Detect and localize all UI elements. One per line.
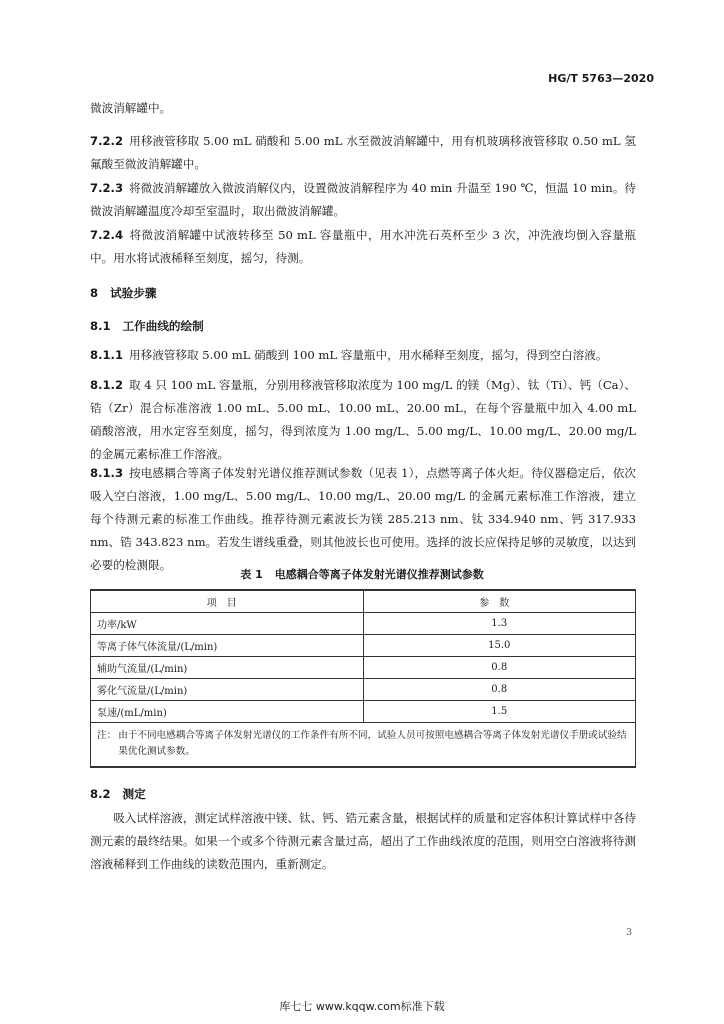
row-item: 雾化气流量/(L/min) — [91, 679, 364, 701]
row-item: 辅助气流量/(L/min) — [91, 657, 364, 679]
section-number: 8.2 — [90, 787, 111, 801]
page-number: 3 — [626, 928, 632, 938]
section-number: 8.1 — [90, 319, 111, 333]
clause-number: 8.1.3 — [90, 466, 124, 480]
header-item: 项目 — [91, 590, 364, 613]
table-note-row — [91, 723, 636, 768]
table-note — [91, 723, 636, 768]
clause-7-2-3 — [90, 177, 636, 223]
section-title: 测定 — [122, 787, 146, 801]
table-row — [91, 613, 636, 635]
note-label: 注： — [97, 730, 117, 741]
row-value: 0.8 — [363, 657, 636, 679]
continuation-text: 微波消解罐中。 — [90, 101, 172, 115]
section-title: 试验步骤 — [110, 286, 157, 300]
row-value: 1.3 — [363, 613, 636, 635]
row-item: 等离子体气体流量/(L/min) — [91, 635, 364, 657]
clause-text: 用移液管移取 5.00 mL 硝酸和 5.00 mL 水至微波消解罐中，用有机玻璃移液管移取 0.50 mL 氢氟酸至微波消解罐中。 — [90, 134, 636, 171]
note-text: 由于不同电感耦合等离子体发射光谱仪的工作条件有所不同，试验人员可按照电感耦合等离子体发射光谱仪手册或试验结果优化测试参数。 — [118, 730, 627, 757]
clause-7-2-2 — [90, 130, 636, 176]
standard-code: HG/T 5763—2020 — [548, 72, 654, 85]
table-row — [91, 679, 636, 701]
section-8-heading — [90, 282, 636, 305]
row-value: 1.5 — [363, 701, 636, 723]
row-item: 泵速/(mL/min) — [91, 701, 364, 723]
header-param: 参数 — [363, 590, 636, 613]
table-title: 电感耦合等离子体发射光谱仪推荐测试参数 — [274, 568, 484, 581]
table-row — [91, 701, 636, 723]
clause-7-2-4 — [90, 224, 636, 270]
row-value: 0.8 — [363, 679, 636, 701]
clause-text: 将微波消解罐放入微波消解仪内，设置微波消解程序为 40 min 升温至 190 ℃，恒温 10 min。待微波消解罐温度冷却至室温时，取出微波消解罐。 — [90, 181, 636, 218]
clause-number: 7.2.2 — [90, 134, 124, 148]
table-row — [91, 635, 636, 657]
footer-watermark: 库七七 www.kqqw.com标准下载 — [279, 1000, 445, 1013]
clause-text: 取 4 只 100 mL 容量瓶，分别用移液管移取浓度为 100 mg/L 的镁（Mg）、钛（Ti）、钙（Ca）、锆（Zr）混合标准溶液 1.00 mL、5.00 mL、10.00 mL、20.00 mL，在每个容量瓶中加入 4.00 mL 硝酸溶液，用水定容至刻度，摇匀，得到浓度为 1.00 mg/L、5.00 mg/L、10.00 mg/L、20.00 mg/L 的金属元素标准工作溶液。 — [90, 378, 636, 461]
clause-8-1-3 — [90, 462, 636, 577]
parameters-table — [90, 589, 636, 768]
clause-8-1-1 — [90, 344, 636, 367]
clause-number: 8.1.2 — [90, 378, 124, 392]
section-8-1-heading — [90, 315, 636, 338]
clause-number: 8.1.1 — [90, 348, 124, 362]
clause-text: 按电感耦合等离子体发射光谱仪推荐测试参数（见表 1），点燃等离子体火炬。待仪器稳定后，依次吸入空白溶液，1.00 mg/L、5.00 mg/L、10.00 mg/L、20.00 mg/L 的金属元素标准工作溶液，建立每个待测元素的标准工作曲线。推荐待测元素波长为镁 285.213 nm、钛 334.940 nm、钙 317.933 nm、锆 343.823 nm。若发生谱线重叠，则其他波长也可使用。选择的波长应保持足够的灵敏度，以达到必要的检测限。 — [90, 466, 636, 572]
table-caption — [0, 566, 724, 582]
table-header-row — [91, 590, 636, 613]
table-row — [91, 657, 636, 679]
row-value: 15.0 — [363, 635, 636, 657]
clause-text: 将微波消解罐中试液转移至 50 mL 容量瓶中，用水冲洗石英杯至少 3 次，冲洗液均倒入容量瓶中。用水将试液稀释至刻度，摇匀，待测。 — [90, 228, 636, 265]
section-8-2-heading — [90, 783, 636, 806]
section-number: 8 — [90, 286, 99, 300]
clause-number: 7.2.4 — [90, 228, 124, 242]
clause-text: 用移液管移取 5.00 mL 硝酸到 100 mL 容量瓶中，用水稀释至刻度，摇匀，得到空白溶液。 — [129, 348, 608, 362]
clause-8-1-2 — [90, 374, 636, 466]
table-number: 表 1 — [240, 568, 263, 581]
clause-number: 7.2.3 — [90, 181, 124, 195]
section-8-2-text: 吸入试样溶液，测定试样溶液中镁、钛、钙、锆元素含量，根据试样的质量和定容体积计算试样中各待测元素的最终结果。如果一个或多个待测元素含量过高，超出了工作曲线浓度的范围，则用空白溶液将待测溶液稀释到工作曲线的读数范围内，重新测定。 — [90, 811, 636, 871]
section-title: 工作曲线的绘制 — [122, 319, 204, 333]
row-item: 功率/kW — [91, 613, 364, 635]
